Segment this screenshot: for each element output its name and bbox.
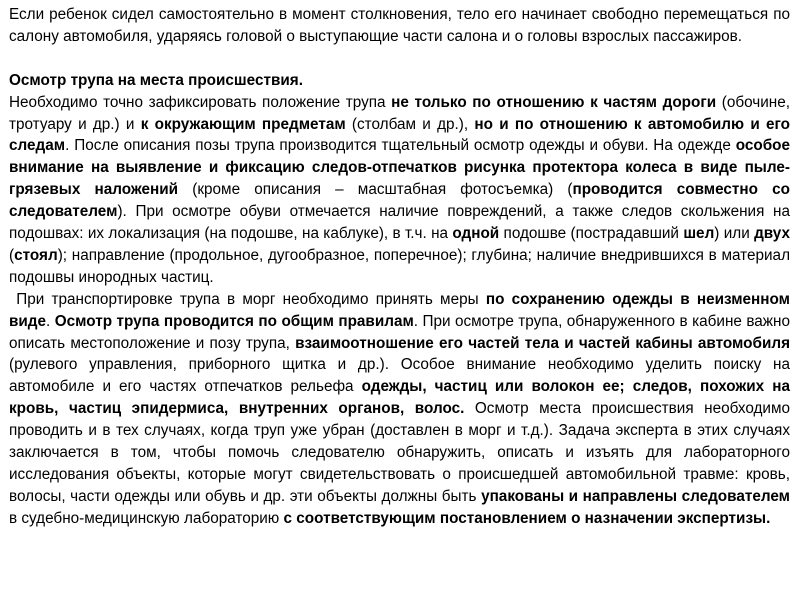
- text-run: (кроме описания – масштабная фотосъемка) (: [178, 181, 573, 199]
- text-run: Осмотр места происшествия необходимо проводить и в тех случаях, когда труп уже убран (доставлен в морг и т.д.). Задача эксперта в этих случаях заключается в том, чтобы помочь следователю обнаружить, описать и изъять для лабораторного исследования объекты, которые могут свидетельствовать о происшедшей автомобильной травме: кровь, волосы, части одежды или обувь и др. эти объекты должны быть: [9, 400, 791, 505]
- text-run: . После описания позы трупа производится тщательный осмотр одежды и обуви. На одежде: [65, 137, 736, 155]
- bold-text-run: упакованы и направлены следователем: [481, 487, 790, 505]
- text-run: в судебно-медицинскую лабораторию: [9, 509, 284, 527]
- bold-text-run: особое внимание на выявление и фиксацию следов-отпечатков рисунка протектора колеса в виде пыле-грязевых наложений: [9, 137, 790, 199]
- bold-text-run: проводится совместно со следователем: [9, 181, 790, 221]
- text-run: (столбам и др.),: [345, 115, 475, 133]
- text-run: ). При осмотре обуви отмечается наличие повреждений, а также следов скольжения на подошвах: их локализация (на подошве, на каблуке), в т.ч. на: [9, 203, 790, 243]
- section-heading: Осмотр трупа на места происшествия.: [9, 71, 303, 89]
- text-run: (обочине, тротуару и др.) и: [9, 93, 791, 133]
- text-run: При транспортировке трупа в морг необходимо принять меры: [9, 290, 486, 308]
- text-run: ) или: [714, 225, 755, 243]
- bold-text-run: по сохранению одежды в неизменном виде: [9, 290, 790, 330]
- bold-text-run: к окружающим предметам: [140, 115, 346, 133]
- bold-text-run: но и по отношению к автомобилю и его следам: [9, 115, 790, 155]
- text-run: .: [46, 312, 55, 330]
- text-run: ); направление (продольное, дугообразное, поперечное); глубина; наличие внедрившихся в материал подошвы инородных частиц.: [9, 246, 790, 286]
- bold-text-run: не только по отношению к частям дороги: [391, 93, 717, 111]
- bold-text-run: шел: [683, 225, 715, 243]
- blank-line: [9, 48, 790, 70]
- bold-text-run: одежды, частиц или волокон ее; следов, похожих на кровь, частиц эпидермиса, внутренних органов, волос.: [9, 378, 790, 418]
- text-run: (: [9, 246, 15, 264]
- text-run: подошве (пострадавший: [499, 225, 684, 243]
- bold-text-run: с соответствующим постановлением о назначении экспертизы.: [283, 509, 771, 527]
- bold-text-run: Осмотр трупа проводится по общим правилам: [54, 312, 414, 330]
- intro-paragraph: Если ребенок сидел самостоятельно в момент столкновения, тело его начинает свободно перемещаться по салону автомобиля, ударяясь головой о выступающие части салона и о головы взрослых пассажиров.: [9, 6, 790, 45]
- text-run: (рулевого управления, приборного щитка и др.). Особое внимание необходимо уделить поиску на автомобиле и его частях отпечатков рельефа: [9, 356, 790, 396]
- bold-text-run: одной: [452, 225, 500, 243]
- text-run: . При осмотре трупа, обнаруженного в кабине важно описать местоположение и позу трупа,: [9, 312, 791, 352]
- body-paragraph-transport: [9, 289, 790, 530]
- body-paragraph-positioning: [9, 92, 790, 289]
- bold-text-run: стоял: [14, 246, 58, 264]
- bold-text-run: взаимоотношение его частей тела и частей кабины автомобиля: [295, 334, 790, 352]
- bold-text-run: двух: [754, 225, 791, 243]
- text-run: Необходимо точно зафиксировать положение трупа: [9, 93, 392, 111]
